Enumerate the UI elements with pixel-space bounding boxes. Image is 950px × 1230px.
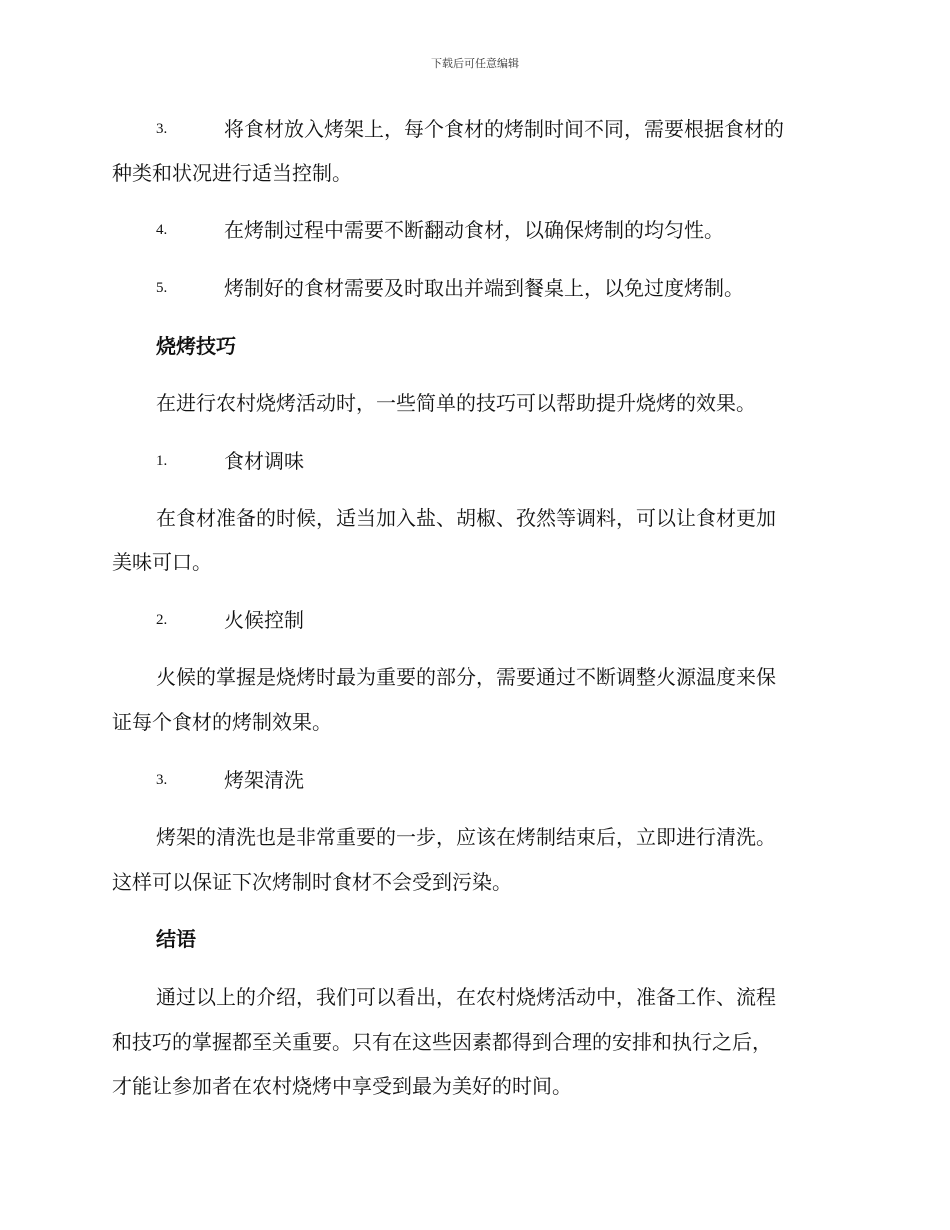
list-number: 5.: [156, 280, 168, 296]
tip-2-title: 火候控制: [224, 608, 304, 632]
tip-2-text-line-1: 火候的掌握是烧烤时最为重要的部分，需要通过不断调整火源温度来保: [156, 665, 776, 689]
list-number: 1.: [156, 453, 168, 469]
conclusion-line-2: 和技巧的掌握都至关重要。只有在这些因素都得到合理的安排和执行之后，: [112, 1030, 772, 1054]
step-5-text: 烤制好的食材需要及时取出并端到餐桌上，以免过度烤制。: [224, 276, 744, 300]
step-4-text: 在烤制过程中需要不断翻动食材，以确保烤制的均匀性。: [224, 218, 724, 242]
tip-1-text-line-2: 美味可口。: [112, 550, 212, 574]
list-number: 3.: [156, 772, 168, 788]
tip-1-title: 食材调味: [224, 449, 304, 473]
list-number: 3.: [156, 121, 168, 137]
list-number: 2.: [156, 612, 168, 628]
step-3-text-line-1: 将食材放入烤架上，每个食材的烤制时间不同，需要根据食材的: [224, 117, 784, 141]
tip-2-text-line-2: 证每个食材的烤制效果。: [112, 710, 332, 734]
conclusion-line-1: 通过以上的介绍，我们可以看出，在农村烧烤活动中，准备工作、流程: [156, 985, 776, 1009]
tip-3-title: 烤架清洗: [224, 768, 304, 792]
tips-intro: 在进行农村烧烤活动时，一些简单的技巧可以帮助提升烧烤的效果。: [156, 391, 756, 415]
step-3-text-line-2: 种类和状况进行适当控制。: [112, 161, 352, 185]
page-header: 下载后可任意编辑: [431, 57, 519, 70]
conclusion-line-3: 才能让参加者在农村烧烤中享受到最为美好的时间。: [112, 1074, 572, 1098]
tip-1-text-line-1: 在食材准备的时候，适当加入盐、胡椒、孜然等调料，可以让食材更加: [156, 506, 776, 530]
list-number: 4.: [156, 222, 168, 238]
tip-3-text-line-2: 这样可以保证下次烤制时食材不会受到污染。: [112, 870, 512, 894]
section-heading-tips: 烧烤技巧: [156, 334, 236, 358]
section-heading-conclusion: 结语: [156, 927, 196, 951]
tip-3-text-line-1: 烤架的清洗也是非常重要的一步，应该在烤制结束后，立即进行清洗。: [156, 825, 776, 849]
